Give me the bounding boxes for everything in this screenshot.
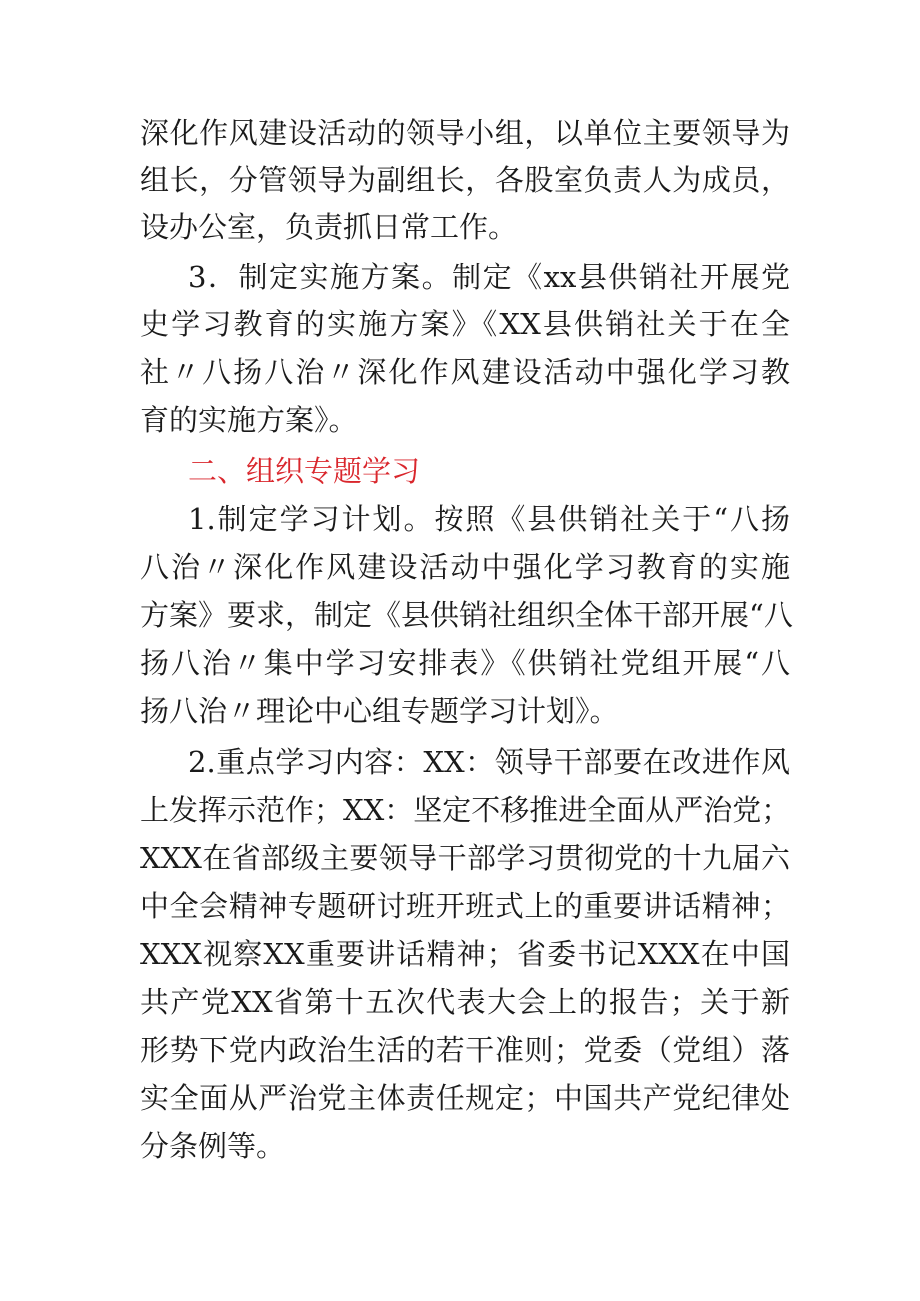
- paragraph-line: 形势下党内政治生活的若干准则；党委（党组）落: [140, 1033, 790, 1067]
- paragraph-line: 设办公室，负责抓日常工作。: [140, 210, 518, 244]
- paragraph-line: 分条例等。: [140, 1129, 286, 1163]
- section-heading: 二、组织专题学习: [188, 454, 421, 488]
- paragraph-line: 组长，分管领导为副组长，各股室负责人为成员，: [140, 163, 790, 197]
- paragraph-line: 3．制定实施方案。制定《xx县供销社开展党: [188, 260, 790, 294]
- paragraph-line: 1.制定学习计划。按照《县供销社关于“八扬: [188, 502, 790, 536]
- paragraph-line: XXX在省部级主要领导干部学习贯彻党的十九届六: [140, 841, 790, 875]
- paragraph-line: 深化作风建设活动的领导小组，以单位主要领导为: [140, 116, 790, 150]
- paragraph-line: 共产党XX省第十五次代表大会上的报告；关于新: [140, 985, 790, 1019]
- paragraph-line: 史学习教育的实施方案》《XX县供销社关于在全: [140, 307, 790, 341]
- paragraph-line: 上发挥示范作；XX：坚定不移推进全面从严治党；: [140, 793, 791, 827]
- paragraph-line: XXX视察XX重要讲话精神；省委书记XXX在中国: [140, 937, 790, 971]
- paragraph-line: 中全会精神专题研讨班开班式上的重要讲话精神；: [140, 889, 790, 923]
- paragraph-line: 社〃八扬八治〃深化作风建设活动中强化学习教: [140, 355, 790, 389]
- paragraph-line: 方案》要求，制定《县供销社组织全体干部开展“八: [140, 598, 793, 632]
- paragraph-line: 八治〃深化作风建设活动中强化学习教育的实施: [140, 550, 790, 584]
- paragraph-line: 2.重点学习内容：XX：领导干部要在改进作风: [188, 745, 790, 779]
- paragraph-line: 实全面从严治党主体责任规定；中国共产党纪律处: [140, 1081, 790, 1115]
- paragraph-line: 扬八治〃理论中心组专题学习计划》。: [140, 694, 619, 728]
- paragraph-line: 育的实施方案》。: [140, 403, 358, 437]
- paragraph-line: 扬八治〃集中学习安排表》《供销社党组开展“八: [140, 646, 790, 680]
